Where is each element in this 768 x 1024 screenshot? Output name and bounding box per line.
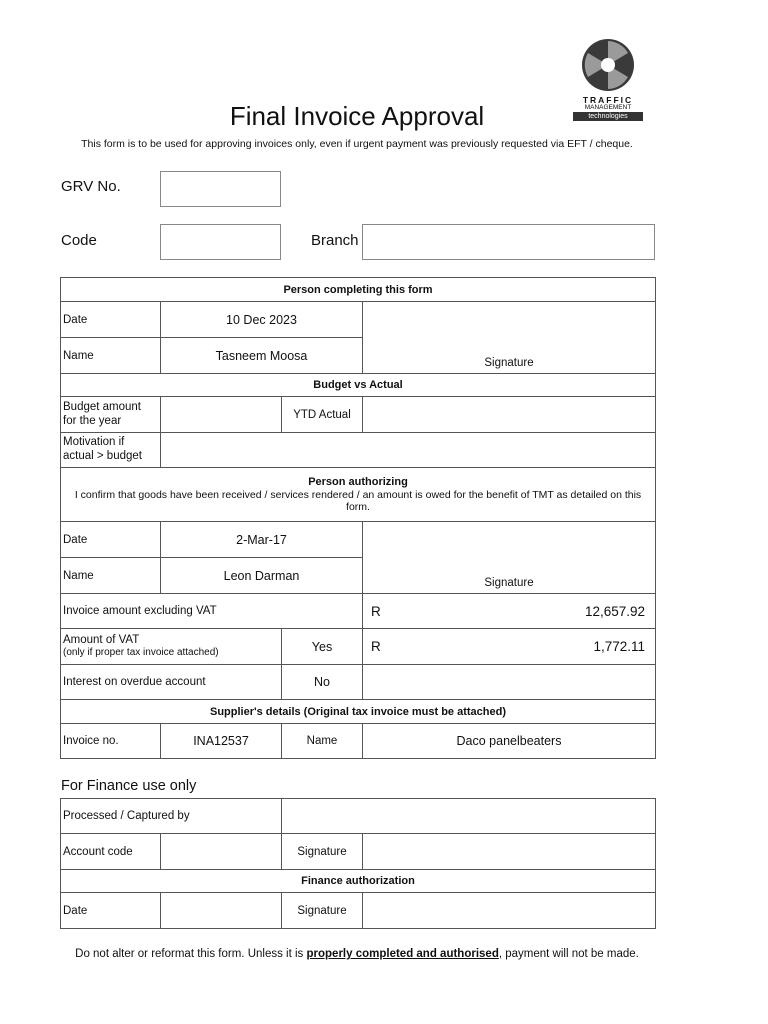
vat-note: (only if proper tax invoice attached) (63, 647, 219, 659)
footer-text-after: , payment will not be made. (498, 948, 639, 960)
invoice-currency: R (371, 603, 381, 619)
ytd-actual-label: YTD Actual (282, 397, 363, 433)
invoice-amount-field[interactable] (363, 594, 656, 629)
code-label: Code (61, 232, 97, 249)
footer-text-emphasis: properly completed and authorised (306, 948, 499, 960)
code-input[interactable] (160, 224, 281, 260)
finance-signature-field[interactable] (363, 834, 656, 870)
finance-section-title: For Finance use only (61, 778, 197, 794)
vat-amount-field[interactable] (363, 629, 656, 665)
shutter-logo-icon (573, 36, 643, 94)
grv-label: GRV No. (61, 178, 121, 195)
page-title: Final Invoice Approval (229, 101, 485, 131)
section-header-authorizing: Person authorizing (308, 476, 408, 489)
budget-amount-field[interactable] (161, 397, 282, 433)
invoice-amount-label: Invoice amount excluding VAT (61, 594, 363, 629)
budget-amount-label-line1: Budget amount (63, 400, 142, 413)
finance-date-label: Date (61, 893, 161, 929)
section-header-budget: Budget vs Actual (61, 374, 656, 397)
authorizing-name-field[interactable]: Leon Darman (161, 558, 363, 594)
processed-by-label: Processed / Captured by (61, 799, 282, 834)
completing-signature-field[interactable] (363, 302, 656, 374)
page-subtitle: This form is to be used for approving invoices only, even if urgent payment was previously requested via EFT / cheque. (81, 138, 633, 150)
logo-text-traffic: TRAFFIC (582, 95, 634, 105)
motivation-label-line1: Motivation if (63, 436, 125, 449)
vat-currency: R (371, 639, 381, 654)
main-form-table (60, 277, 656, 759)
account-code-field[interactable] (161, 834, 282, 870)
footer-text-before: Do not alter or reformat this form. Unless it is (75, 948, 307, 960)
authorizing-date-field[interactable]: 2-Mar-17 (161, 522, 363, 558)
section-header-finance-authorization: Finance authorization (61, 870, 656, 893)
finance-signature-label: Signature (282, 834, 363, 870)
vat-label: Amount of VAT (63, 634, 140, 647)
interest-label: Interest on overdue account (61, 665, 282, 700)
account-code-label: Account code (61, 834, 161, 870)
finance-auth-signature-field[interactable] (363, 893, 656, 929)
section-header-completing: Person completing this form (61, 278, 656, 302)
finance-auth-signature-label: Signature (282, 893, 363, 929)
logo-text-technologies: technologies (573, 112, 643, 121)
completing-signature-label: Signature (484, 357, 534, 369)
finance-date-field[interactable] (161, 893, 282, 929)
authorizing-date-label: Date (61, 522, 161, 558)
logo-text-management: MANAGEMENT (584, 103, 632, 111)
authorizing-signature-label: Signature (484, 577, 534, 589)
branch-input[interactable] (362, 224, 655, 260)
motivation-label-line2: actual > budget (63, 450, 142, 462)
completing-name-label: Name (61, 338, 161, 374)
grv-input[interactable] (160, 171, 281, 207)
completing-date-label: Date (61, 302, 161, 338)
interest-flag-field[interactable]: No (282, 665, 363, 700)
completing-date-field[interactable]: 10 Dec 2023 (161, 302, 363, 338)
authorizing-name-label: Name (61, 558, 161, 594)
footer-notice (0, 948, 714, 960)
motivation-field[interactable] (161, 433, 656, 468)
vat-flag-field[interactable]: Yes (282, 629, 363, 665)
invoice-amount-value: 12,657.92 (584, 603, 646, 619)
supplier-name-field[interactable]: Daco panelbeaters (363, 724, 656, 759)
branch-label: Branch (311, 232, 359, 249)
supplier-name-label: Name (282, 724, 363, 759)
processed-by-field[interactable] (282, 799, 656, 834)
budget-amount-label-line2: for the year (63, 414, 122, 427)
completing-name-field[interactable]: Tasneem Moosa (161, 338, 363, 374)
ytd-actual-field[interactable] (363, 397, 656, 433)
vat-amount-value: 1,772.11 (593, 639, 646, 654)
finance-table (60, 798, 656, 929)
interest-amount-field[interactable] (363, 665, 656, 700)
authorizing-confirmation-text: I confirm that goods have been received / services rendered / an amount is owed for the benefit of TMT as detailed on this form. (74, 488, 642, 513)
invoice-no-label: Invoice no. (61, 724, 161, 759)
section-header-supplier: Supplier's details (Original tax invoice must be attached) (61, 700, 656, 724)
authorizing-signature-field[interactable] (363, 522, 656, 594)
invoice-no-field[interactable]: INA12537 (161, 724, 282, 759)
